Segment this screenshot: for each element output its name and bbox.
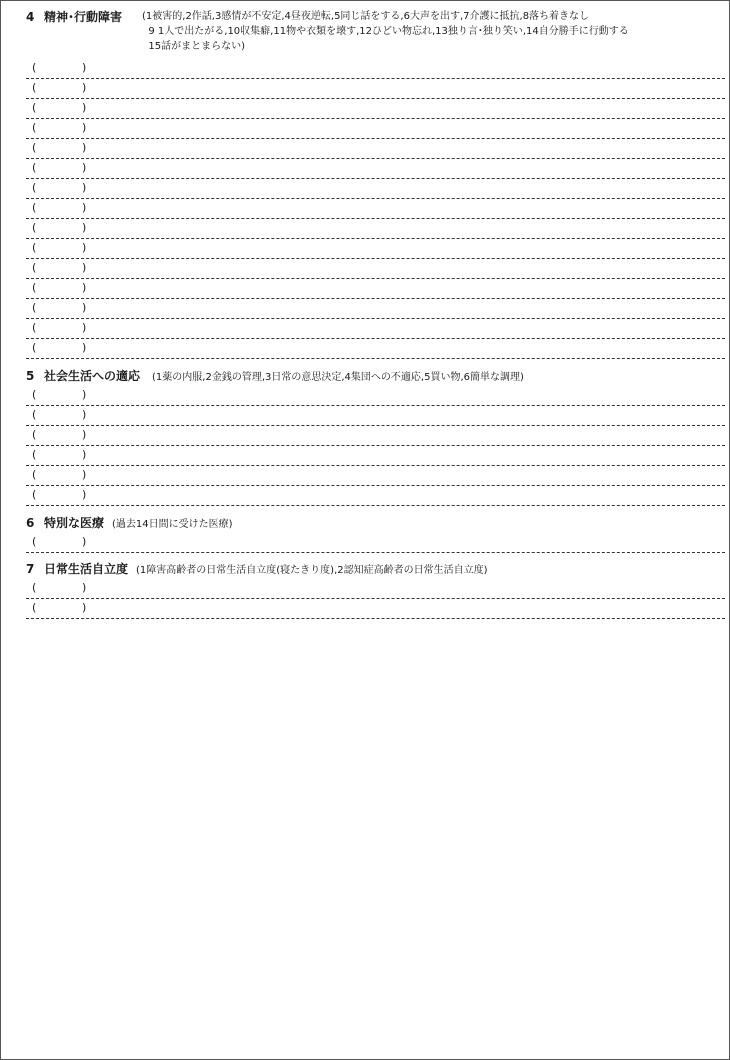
paren-open: ( <box>32 448 37 461</box>
section-number: 4 <box>26 10 35 24</box>
section-title: 特別な医療 <box>44 516 105 530</box>
entry-row[interactable] <box>26 466 725 486</box>
paren-open: ( <box>32 488 37 501</box>
paren-open: ( <box>32 121 37 134</box>
section-6-header <box>26 515 725 533</box>
paren-close: ) <box>82 241 87 254</box>
entry-row[interactable] <box>26 159 725 179</box>
paren-close: ) <box>82 581 87 594</box>
paren-open: ( <box>32 241 37 254</box>
form-content <box>26 9 725 619</box>
section-4-header <box>26 9 725 59</box>
section-7-rows <box>26 579 725 619</box>
paren-open: ( <box>32 408 37 421</box>
section-4-option-line: (1被害的,2作話,3感情が不安定,4昼夜逆転,5同じ話をする,6大声を出す,7介護に抵抗,8落ち着きなし <box>142 11 590 22</box>
paren-close: ) <box>82 101 87 114</box>
paren-open: ( <box>32 581 37 594</box>
paren-open: ( <box>32 101 37 114</box>
section-4-rows <box>26 59 725 359</box>
paren-close: ) <box>82 281 87 294</box>
paren-open: ( <box>32 141 37 154</box>
section-5-rows <box>26 386 725 506</box>
paren-open: ( <box>32 388 37 401</box>
paren-open: ( <box>32 301 37 314</box>
paren-open: ( <box>32 321 37 334</box>
paren-open: ( <box>32 428 37 441</box>
paren-open: ( <box>32 261 37 274</box>
entry-row[interactable] <box>26 79 725 99</box>
paren-open: ( <box>32 601 37 614</box>
paren-close: ) <box>82 141 87 154</box>
entry-row[interactable] <box>26 426 725 446</box>
entry-row[interactable] <box>26 139 725 159</box>
paren-close: ) <box>82 601 87 614</box>
section-4-options <box>142 9 629 54</box>
entry-row[interactable] <box>26 299 725 319</box>
paren-close: ) <box>82 448 87 461</box>
section-options: (1薬の内服,2金銭の管理,3日常の意思決定,4集団への不適応,5買い物,6簡単な調理) <box>152 372 524 383</box>
section-title: 社会生活への適応 <box>44 369 141 383</box>
paren-close: ) <box>82 468 87 481</box>
paren-open: ( <box>32 221 37 234</box>
paren-close: ) <box>82 221 87 234</box>
paren-open: ( <box>32 201 37 214</box>
entry-row[interactable] <box>26 339 725 359</box>
entry-row[interactable] <box>26 119 725 139</box>
entry-row[interactable] <box>26 219 725 239</box>
paren-close: ) <box>82 201 87 214</box>
paren-close: ) <box>82 121 87 134</box>
paren-close: ) <box>82 321 87 334</box>
paren-close: ) <box>82 488 87 501</box>
entry-row[interactable] <box>26 239 725 259</box>
paren-close: ) <box>82 161 87 174</box>
paren-close: ) <box>82 301 87 314</box>
section-title: 日常生活自立度 <box>44 562 129 576</box>
entry-row[interactable] <box>26 533 725 553</box>
entry-row[interactable] <box>26 319 725 339</box>
entry-row[interactable] <box>26 99 725 119</box>
section-number: 7 <box>26 562 35 576</box>
paren-close: ) <box>82 408 87 421</box>
paren-open: ( <box>32 468 37 481</box>
entry-row[interactable] <box>26 486 725 506</box>
paren-open: ( <box>32 535 37 548</box>
paren-open: ( <box>32 161 37 174</box>
paren-close: ) <box>82 181 87 194</box>
entry-row[interactable] <box>26 579 725 599</box>
paren-close: ) <box>82 261 87 274</box>
entry-row[interactable] <box>26 59 725 79</box>
paren-open: ( <box>32 81 37 94</box>
entry-row[interactable] <box>26 279 725 299</box>
section-options: (1障害高齢者の日常生活自立度(寝たきり度),2認知症高齢者の日常生活自立度) <box>136 565 488 576</box>
paren-open: ( <box>32 181 37 194</box>
paren-close: ) <box>82 388 87 401</box>
section-4-option-line: 15話がまとまらない) <box>142 41 245 52</box>
section-7-header <box>26 561 725 579</box>
section-options: (過去14日間に受けた医療) <box>112 519 233 530</box>
section-4-option-line: 9 1人で出たがる,10収集癖,11物や衣類を壊す,12ひどい物忘れ,13独り言･独り笑い,14自分勝手に行動する <box>142 26 629 37</box>
entry-row[interactable] <box>26 199 725 219</box>
entry-row[interactable] <box>26 599 725 619</box>
section-number: 5 <box>26 369 35 383</box>
entry-row[interactable] <box>26 446 725 466</box>
paren-close: ) <box>82 535 87 548</box>
paren-close: ) <box>82 61 87 74</box>
paren-open: ( <box>32 61 37 74</box>
paren-close: ) <box>82 81 87 94</box>
entry-row[interactable] <box>26 406 725 426</box>
paren-open: ( <box>32 341 37 354</box>
section-6-rows <box>26 533 725 553</box>
section-5-header <box>26 368 725 386</box>
entry-row[interactable] <box>26 179 725 199</box>
paren-open: ( <box>32 281 37 294</box>
section-title: 精神･行動障害 <box>44 10 123 24</box>
paren-close: ) <box>82 341 87 354</box>
entry-row[interactable] <box>26 259 725 279</box>
section-number: 6 <box>26 516 35 530</box>
paren-close: ) <box>82 428 87 441</box>
entry-row[interactable] <box>26 386 725 406</box>
